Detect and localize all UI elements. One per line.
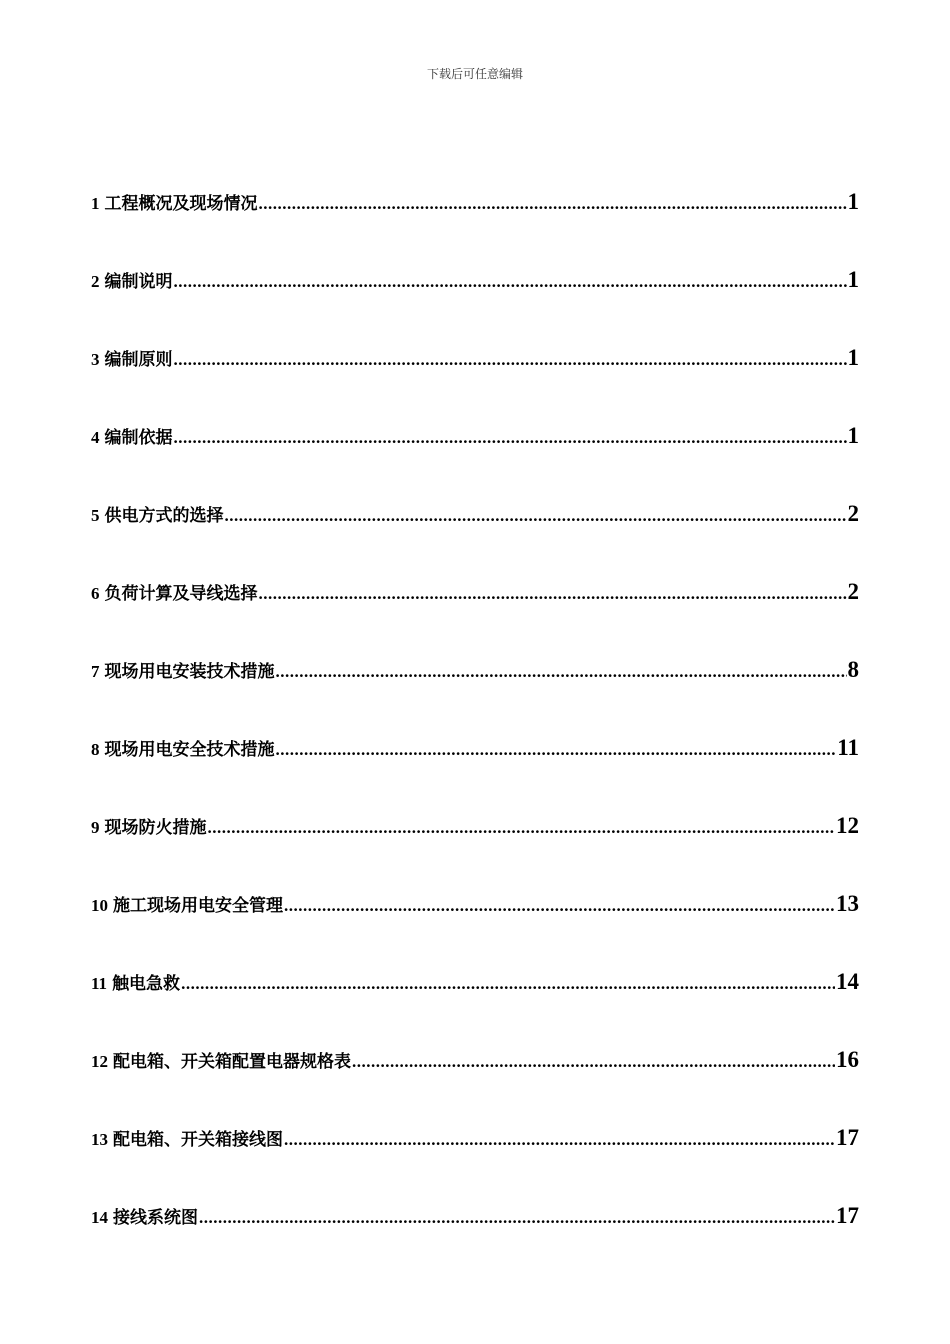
toc-entry-page: 14 (836, 969, 859, 994)
toc-entry-title: 现场用电安全技术措施 (104, 740, 275, 760)
toc-entry-title: 施工现场用电安全管理 (113, 896, 283, 916)
toc-entry-title: 编制说明 (104, 272, 173, 292)
toc-entry-2[interactable] (91, 263, 859, 293)
toc-entry-14[interactable] (91, 1199, 859, 1229)
page-header: 下载后可任意编辑 (426, 67, 523, 81)
toc-entry-title: 接线系统图 (113, 1208, 198, 1228)
toc-entry-title: 触电急救 (112, 974, 181, 994)
toc-entry-title: 编制原则 (104, 350, 173, 370)
toc-dot-leader (259, 193, 847, 215)
toc-entry-3[interactable] (91, 341, 859, 371)
toc-entry-6[interactable] (91, 575, 859, 605)
toc-entry-7[interactable] (91, 653, 859, 683)
toc-dot-leader (199, 1207, 835, 1229)
toc-entry-number: 1 (91, 194, 100, 213)
toc-dot-leader (352, 1051, 835, 1073)
toc-entry-page: 13 (836, 891, 859, 916)
toc-entry-number: 3 (91, 350, 100, 369)
toc-dot-leader (225, 505, 847, 527)
toc-entry-page: 1 (847, 267, 859, 292)
toc-dot-leader (174, 349, 847, 371)
toc-entry-title: 现场防火措施 (104, 818, 207, 838)
toc-dot-leader (284, 1129, 835, 1151)
toc-entry-12[interactable] (91, 1043, 859, 1073)
toc-entry-title: 现场用电安装技术措施 (104, 662, 275, 682)
toc-entry-number: 14 (91, 1208, 108, 1227)
toc-entry-page: 17 (836, 1203, 859, 1228)
toc-entry-page: 1 (847, 423, 859, 448)
toc-entry-4[interactable] (91, 419, 859, 449)
toc-entry-page: 1 (847, 189, 859, 214)
toc-entry-page: 8 (847, 657, 859, 682)
toc-entry-page: 11 (837, 735, 859, 760)
toc-entry-number: 5 (91, 506, 100, 525)
toc-entry-number: 11 (91, 974, 108, 993)
toc-entry-number: 8 (91, 740, 100, 759)
toc-entry-title: 供电方式的选择 (104, 506, 224, 526)
toc-entry-number: 6 (91, 584, 100, 603)
toc-entry-title: 配电箱、开关箱配置电器规格表 (113, 1052, 351, 1072)
toc-entry-13[interactable] (91, 1121, 859, 1151)
toc-entry-title: 负荷计算及导线选择 (104, 584, 258, 604)
toc-dot-leader (181, 973, 835, 995)
toc-entry-number: 10 (91, 896, 108, 915)
toc-entry-number: 4 (91, 428, 100, 447)
toc-entry-number: 13 (91, 1130, 108, 1149)
toc-entry-10[interactable] (91, 887, 859, 917)
toc-entry-5[interactable] (91, 497, 859, 527)
toc-entry-page: 16 (836, 1047, 859, 1072)
toc-entry-title: 工程概况及现场情况 (104, 194, 258, 214)
toc-dot-leader (208, 817, 836, 839)
toc-dot-leader (174, 271, 847, 293)
toc-dot-leader (276, 739, 837, 761)
toc-entry-1[interactable] (91, 185, 859, 215)
toc-entry-number: 12 (91, 1052, 108, 1071)
toc-entry-page: 2 (847, 501, 859, 526)
toc-entry-number: 2 (91, 272, 100, 291)
toc-entry-page: 12 (836, 813, 859, 838)
toc-entry-11[interactable] (91, 965, 859, 995)
toc-dot-leader (174, 427, 847, 449)
toc-entry-page: 2 (847, 579, 859, 604)
toc-dot-leader (284, 895, 835, 917)
toc-entry-title: 配电箱、开关箱接线图 (113, 1130, 283, 1150)
toc-entry-page: 1 (847, 345, 859, 370)
toc-entry-title: 编制依据 (104, 428, 173, 448)
toc-entry-page: 17 (836, 1125, 859, 1150)
toc-entry-number: 7 (91, 662, 100, 681)
toc-entry-number: 9 (91, 818, 100, 837)
toc-entry-9[interactable] (91, 809, 859, 839)
toc-dot-leader (259, 583, 847, 605)
toc-entry-8[interactable] (91, 731, 859, 761)
toc-dot-leader (276, 661, 847, 683)
